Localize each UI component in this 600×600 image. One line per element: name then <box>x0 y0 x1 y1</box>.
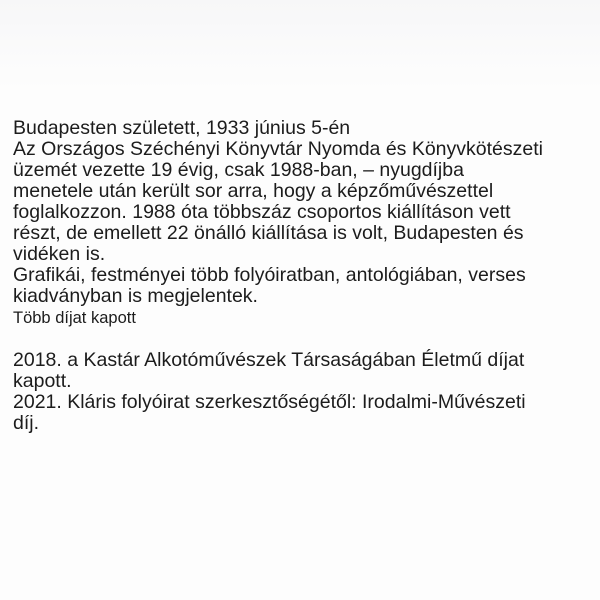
text-line: kapott. <box>13 370 72 392</box>
text-line: Grafikái, festményei több folyóiratban, antológiában, verses <box>13 264 526 286</box>
biography-text <box>13 118 543 434</box>
scan-background <box>0 0 600 90</box>
text-line: részt, de emellett 22 önálló kiállítása is volt, Budapesten és <box>13 222 524 244</box>
text-line: díj. <box>13 412 40 434</box>
text-line: üzemét vezette 19 évig, csak 1988-ban, – nyugdíjba <box>13 159 464 181</box>
awards-heading: Több díjat kapott <box>13 309 136 327</box>
text-line: foglalkozzon. 1988 óta többszáz csoportos kiállításon vett <box>13 201 511 223</box>
text-line: menetele után került sor arra, hogy a képzőművészettel <box>13 180 494 202</box>
text-line: vidéken is. <box>13 243 106 265</box>
text-line: kiadványban is megjelentek. <box>13 285 258 307</box>
text-line: Az Országos Széchényi Könyvtár Nyomda és Könyvkötészeti <box>13 138 543 160</box>
text-line: 2018. a Kastár Alkotóművészek Társaságában Életmű díjat <box>13 349 525 371</box>
text-line: Budapesten született, 1933 június 5-én <box>13 117 351 139</box>
text-line: 2021. Kláris folyóirat szerkesztőségétől: Irodalmi-Művészeti <box>13 391 526 413</box>
